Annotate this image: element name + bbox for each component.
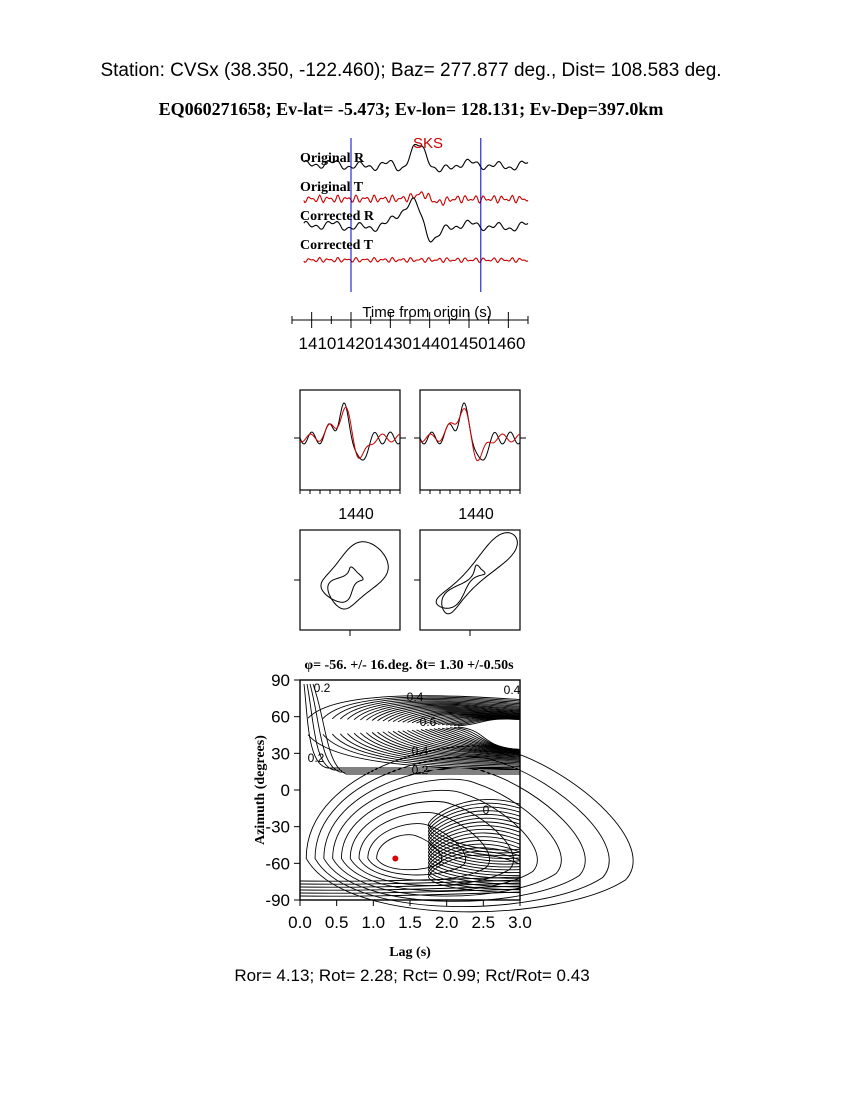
trace-corrected-t	[304, 258, 528, 263]
contour-ylabel: Azimuth (degrees)	[253, 735, 268, 845]
station-header: Station: CVSx (38.350, -122.460); Baz= 277.877 deg., Dist= 108.583 deg.	[100, 60, 722, 81]
trace-panel	[292, 135, 528, 353]
contour-xtick-label: 0.5	[324, 913, 349, 932]
contour-xtick-label: 3.0	[508, 913, 532, 932]
contour-ytick-label: -60	[265, 854, 290, 874]
contour-ytick-label: -30	[265, 817, 290, 837]
contour-xtick-label: 1.5	[398, 913, 422, 932]
trace-label-original-r: Original R	[300, 151, 365, 166]
best-fit-marker	[392, 855, 398, 861]
contour-level-label: 0.4	[406, 690, 424, 704]
contour-ytick-label: 30	[271, 744, 290, 764]
particle-motion-box-right	[414, 530, 520, 636]
ratios-footer: Ror= 4.13; Rot= 2.28; Rct= 0.99; Rct/Rot= 0.43	[234, 966, 590, 985]
contour-ytick-label: 90	[271, 671, 290, 690]
waveform-box-left	[294, 390, 406, 494]
waveform-tick-label-right: 1440	[458, 506, 494, 523]
contour-ytick-label: -90	[265, 891, 290, 910]
contour-level-label: 0.2	[307, 751, 325, 765]
contour-xtick-label: 0.0	[288, 913, 312, 932]
trace-label-corrected-r: Corrected R	[300, 209, 374, 224]
sks-phase-label: SKS	[412, 135, 444, 152]
contour-xlabel: Lag (s)	[389, 945, 431, 960]
contour-xtick-label: 1.0	[361, 913, 386, 932]
time-tick-labels: 141014201430144014501460	[298, 334, 526, 353]
contour-level-label: 0	[482, 803, 490, 817]
contour-level-label: 0.4	[411, 744, 429, 758]
time-axis-label: Time from origin (s)	[362, 304, 492, 321]
contour-level-label: 0.2	[313, 681, 331, 695]
particle-motion-box-left	[294, 530, 400, 636]
trace-label-original-t: Original T	[300, 180, 364, 195]
waveform-box-right	[414, 390, 526, 494]
trace-label-corrected-t: Corrected T	[300, 238, 373, 253]
contour-ytick-label: 60	[271, 707, 290, 727]
splitting-result: φ= -56. +/- 16.deg. δt= 1.30 +/-0.50s	[304, 658, 514, 673]
waveform-tick-label-left: 1440	[338, 506, 374, 523]
contour-level-label: 0.6	[419, 715, 437, 729]
contour-xtick-label: 2.0	[434, 913, 459, 932]
event-header: EQ060271658; Ev-lat= -5.473; Ev-lon= 128.131; Ev-Dep=397.0km	[158, 99, 664, 119]
contour-level-label: 0.2	[411, 763, 429, 777]
contour-xtick-label: 2.5	[471, 913, 496, 932]
contour-ytick-label: 0	[280, 781, 290, 800]
contour-level-label: 0.4	[503, 683, 521, 697]
contour-plot	[253, 671, 633, 960]
